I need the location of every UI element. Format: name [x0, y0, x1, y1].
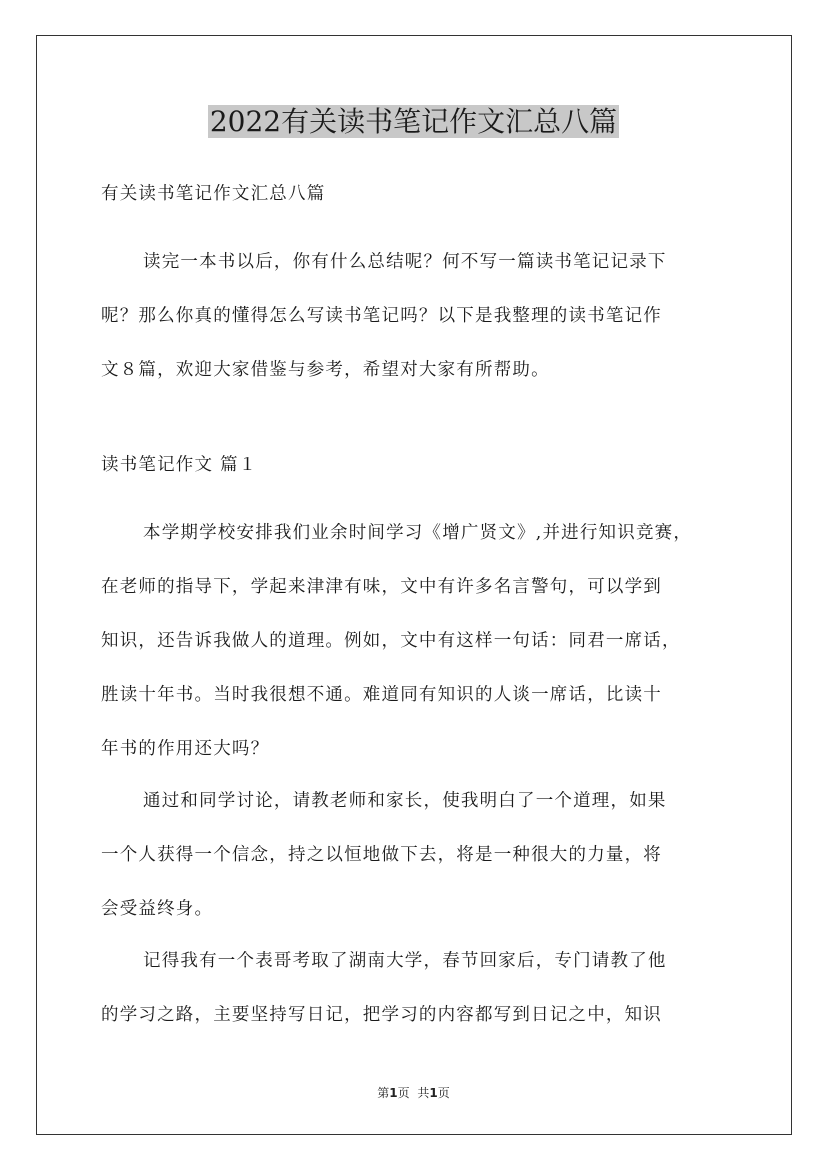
body-paragraph: [101, 934, 741, 1042]
body-paragraph: [101, 774, 741, 936]
document-title: [0, 100, 827, 144]
intro-line: 文８篇，欢迎大家借鉴与参考，希望对大家有所帮助。: [101, 360, 550, 380]
total-label-prefix: 共: [417, 1086, 430, 1100]
intro-line: 呢？那么你真的懂得怎么写读书笔记吗？以下是我整理的读书笔记作: [101, 306, 662, 326]
paragraph-line: 胜读十年书。当时我很想不通。难道同有知识的人谈一席话，比读十: [101, 685, 662, 705]
paragraph-line: 记得我有一个表哥考取了湖南大学，春节回家后，专门请教了他: [143, 951, 667, 971]
page-label-suffix: 页: [397, 1086, 410, 1100]
paragraph-line: 一个人获得一个信念，持之以恒地做下去，将是一种很大的力量，将: [101, 845, 662, 865]
total-label-suffix: 页: [437, 1086, 450, 1100]
paragraph-line: 通过和同学讨论，请教老师和家长，使我明白了一个道理，如果: [143, 791, 667, 811]
body-paragraph: [101, 506, 741, 776]
paragraph-line: 的学习之路，主要坚持写日记，把学习的内容都写到日记之中，知识: [101, 1005, 662, 1025]
total-pages: 1: [429, 1086, 438, 1100]
page-number: 1: [389, 1086, 398, 1100]
document-title-text: 2022有关读书笔记作文汇总八篇: [209, 105, 618, 138]
paragraph-line: 本学期学校安排我们业余时间学习《增广贤文》,并进行知识竞赛，: [143, 523, 693, 543]
page-label-prefix: 第: [377, 1086, 390, 1100]
page-footer: [0, 1084, 827, 1102]
document-subtitle: 有关读书笔记作文汇总八篇: [101, 184, 326, 204]
paragraph-line: 在老师的指导下，学起来津津有味，文中有许多名言警句，可以学到: [101, 577, 662, 597]
intro-line: 读完一本书以后，你有什么总结呢？何不写一篇读书笔记记录下: [143, 252, 667, 272]
paragraph-line: 会受益终身。: [101, 899, 214, 919]
paragraph-line: 年书的作用还大吗？: [101, 739, 270, 759]
section-heading: 读书笔记作文 篇１: [101, 455, 258, 475]
paragraph-line: 知识，还告诉我做人的道理。例如，文中有这样一句话：同君一席话，: [101, 631, 681, 651]
intro-paragraph: [101, 235, 741, 397]
